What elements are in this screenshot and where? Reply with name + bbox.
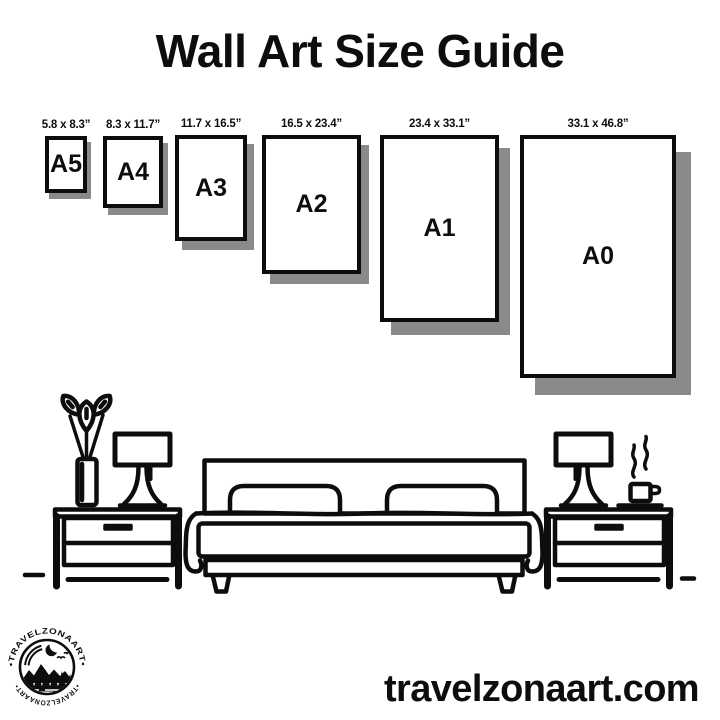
bed-foot-left: [213, 577, 229, 592]
size-box-a0: A0: [520, 135, 676, 378]
size-dimensions-a3: 11.7 x 16.5”: [180, 118, 242, 130]
size-item-a1: [380, 118, 499, 322]
size-box-a5: A5: [45, 136, 87, 193]
size-box-a2: A2: [262, 135, 361, 274]
steam-icon: [645, 437, 648, 470]
bed: [186, 461, 543, 592]
table-lamp-left: [115, 434, 170, 506]
bed-foot-right: [499, 577, 515, 592]
logo-arc-text-top: •TRAVELZONAART•: [6, 626, 88, 667]
size-dimensions-a4: 8.3 x 11.7”: [105, 119, 161, 131]
size-dimensions-a1: 23.4 x 33.1”: [409, 118, 470, 130]
nightstand-right: [546, 510, 671, 587]
steam-icon: [633, 445, 636, 477]
size-box-a1: A1: [380, 135, 499, 322]
bed-base: [206, 560, 523, 575]
size-dimensions-a0: 33.1 x 46.8”: [567, 118, 629, 130]
bedroom-illustration: [0, 380, 720, 605]
pillow-right: [387, 486, 497, 513]
size-dimensions-a2: 16.5 x 23.4”: [281, 118, 342, 130]
size-item-a4: [103, 119, 163, 208]
page-title: Wall Art Size Guide: [155, 25, 565, 77]
mug: [631, 484, 651, 501]
pillow-left: [230, 486, 340, 513]
size-item-a2: [262, 118, 361, 274]
duvet: [199, 524, 530, 557]
table-lamp-right: [556, 434, 611, 506]
size-item-a5: [41, 119, 91, 193]
size-dimensions-a5: 5.8 x 8.3”: [41, 119, 91, 131]
size-box-a4: A4: [103, 136, 163, 208]
coffee-cup: [619, 437, 662, 506]
size-item-a3: [175, 118, 247, 241]
nightstand-left: [55, 510, 180, 587]
website-url: travelzonaart.com: [383, 668, 699, 710]
plant-vase: [59, 392, 114, 505]
size-item-a0: [520, 118, 676, 378]
brand-logo: [1, 621, 93, 713]
size-box-a3: A3: [175, 135, 247, 241]
logo-arc-text-bottom: •TRAVELZONAART•: [13, 682, 81, 706]
